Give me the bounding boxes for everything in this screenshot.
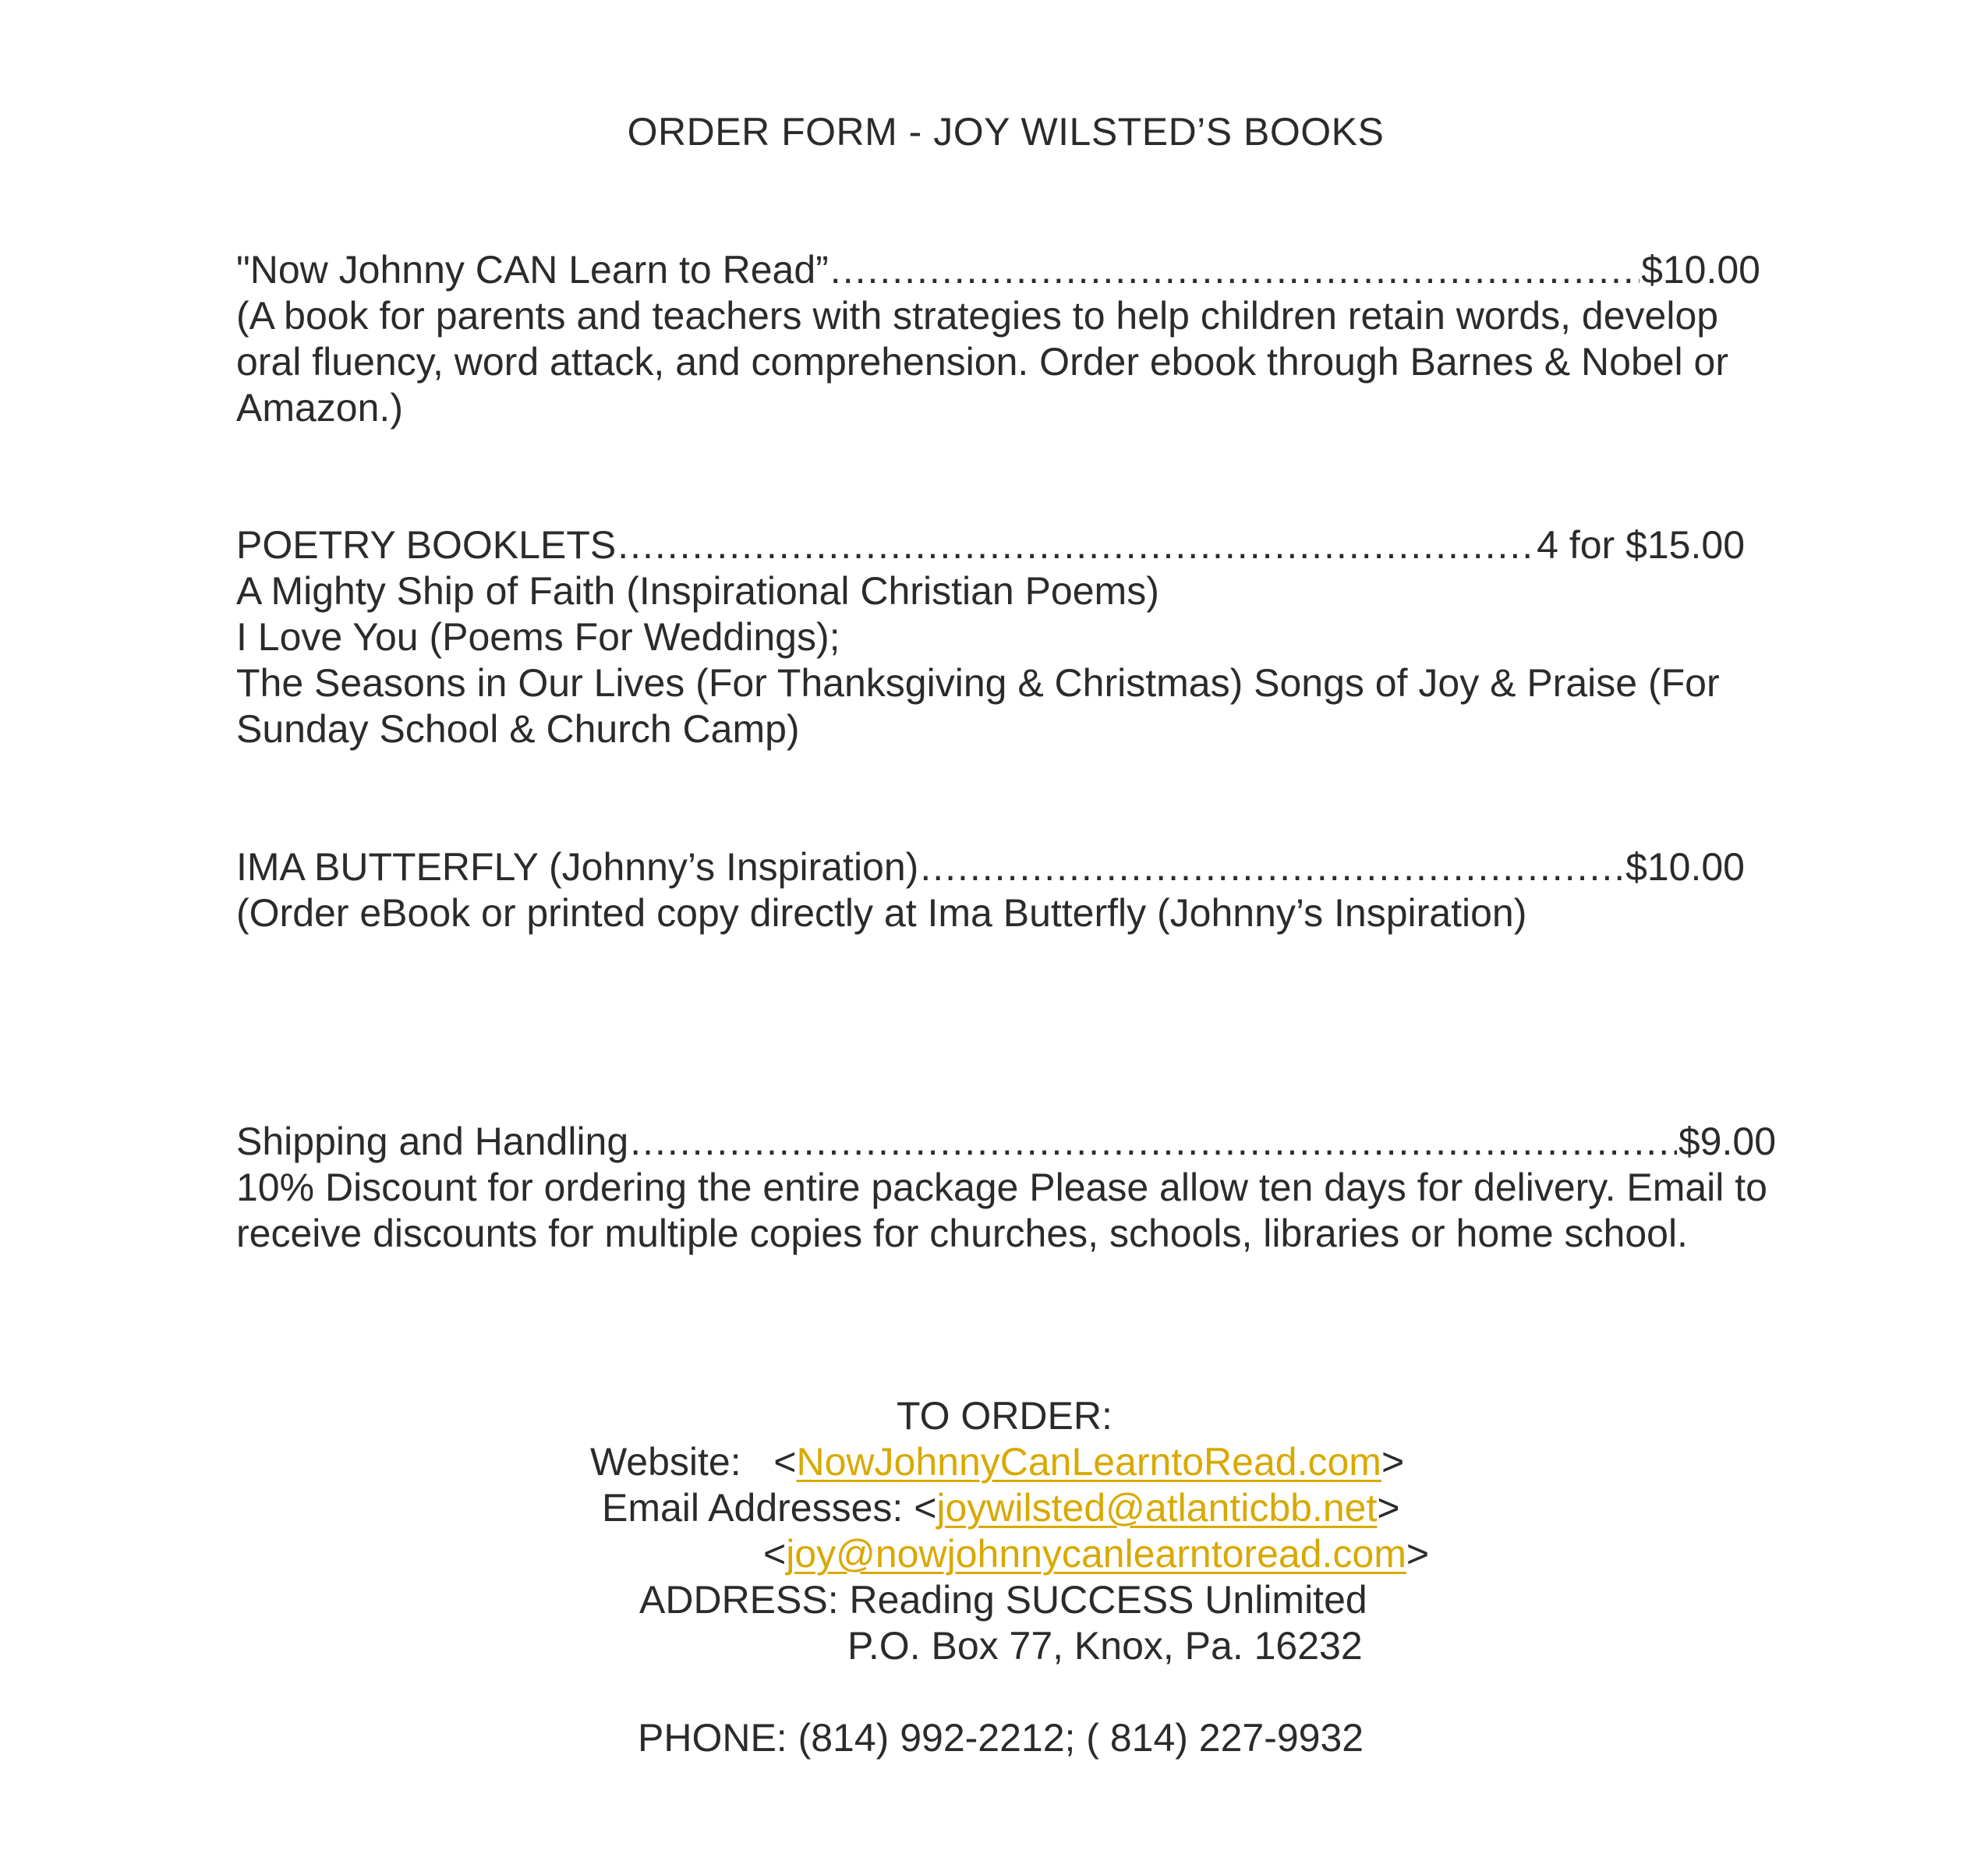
dot-leader xyxy=(920,844,1624,890)
website-link[interactable]: NowJohnnyCanLearntoRead.com xyxy=(796,1440,1381,1484)
close-bracket: > xyxy=(1377,1486,1400,1530)
item-name: Shipping and Handling xyxy=(236,1120,629,1163)
item-price: $10.00 xyxy=(1625,845,1745,889)
address-line-2: P.O. Box 77, Knox, Pa. 16232 xyxy=(847,1624,1363,1668)
booklet-title: I Love You (Poems For Weddings); xyxy=(236,615,840,659)
dot-leader xyxy=(617,522,1535,568)
item-description: (A book for parents and teachers with strategies to help children retain words, develop oral fluency, word attack, and comprehension. Order ebook through Barnes & Nobel or Amazon.) xyxy=(236,294,1729,430)
item-line xyxy=(236,247,1760,293)
item-line xyxy=(236,1119,1776,1165)
dot-leader xyxy=(830,247,1640,293)
page-title: ORDER FORM - JOY WILSTED’S BOOKS xyxy=(627,110,1385,154)
item-price: $10.00 xyxy=(1641,248,1760,292)
item-poetry-booklets xyxy=(236,522,1745,752)
email-line-1 xyxy=(602,1485,1400,1531)
address-label: ADDRESS: xyxy=(639,1578,839,1622)
item-now-johnny xyxy=(236,247,1760,431)
address-line-1 xyxy=(639,1577,1367,1623)
item-ima-butterfly xyxy=(236,844,1745,936)
item-price: $9.00 xyxy=(1678,1120,1776,1163)
open-bracket: < xyxy=(914,1486,937,1530)
website-line xyxy=(590,1439,1404,1485)
item-name: "Now Johnny CAN Learn to Read” xyxy=(236,248,829,292)
close-bracket: > xyxy=(1406,1532,1430,1576)
item-name: POETRY BOOKLETS xyxy=(236,523,617,567)
item-name: IMA BUTTERFLY (Johnny’s Inspiration) xyxy=(236,845,919,889)
email-link-2[interactable]: joy@nowjohnnycanlearntoread.com xyxy=(786,1532,1406,1576)
email-line-2 xyxy=(763,1531,1429,1577)
booklet-title: The Seasons in Our Lives (For Thanksgiving & Christmas) Songs of Joy & Praise (For Sunday School & Church Camp) xyxy=(236,661,1720,751)
item-description: (Order eBook or printed copy directly at Ima Butterfly (Johnny’s Inspiration) xyxy=(236,891,1527,935)
email-link-1[interactable]: joywilsted@atlanticbb.net xyxy=(936,1486,1378,1530)
open-bracket: < xyxy=(773,1440,797,1484)
dot-leader xyxy=(630,1119,1677,1165)
booklet-title: A Mighty Ship of Faith (Inspirational Christian Poems) xyxy=(236,569,1159,613)
website-label: Website: xyxy=(590,1440,741,1484)
item-description: 10% Discount for ordering the entire package Please allow ten days for delivery. Email to receive discounts for multiple copies for churches, schools, libraries or home school. xyxy=(236,1166,1767,1255)
to-order-heading: TO ORDER: xyxy=(897,1394,1113,1438)
item-line xyxy=(236,844,1745,890)
phone-line: PHONE: (814) 992-2212; ( 814) 227-9932 xyxy=(638,1716,1364,1760)
open-bracket: < xyxy=(763,1532,787,1576)
email-label: Email Addresses: xyxy=(602,1486,904,1530)
address-name: Reading SUCCESS Unlimited xyxy=(849,1578,1367,1622)
item-shipping xyxy=(236,1119,1776,1257)
close-bracket: > xyxy=(1381,1440,1405,1484)
item-line xyxy=(236,522,1745,568)
item-price: 4 for $15.00 xyxy=(1537,523,1745,567)
